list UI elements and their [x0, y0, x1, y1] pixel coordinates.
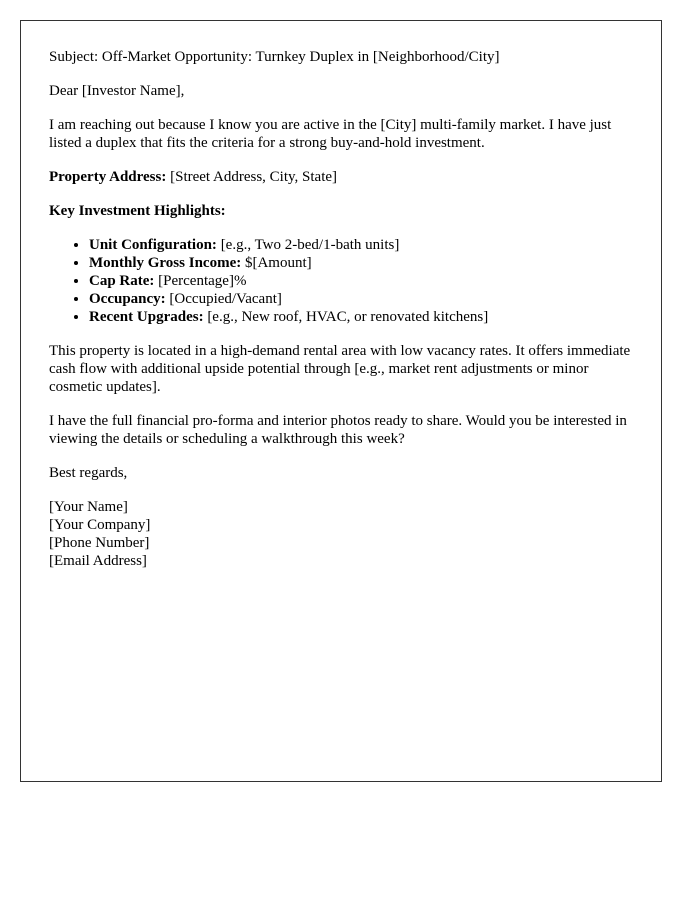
- highlight-label: Cap Rate:: [89, 273, 155, 289]
- intro-paragraph: I am reaching out because I know you are active in the [City] multi-family market. I have just listed a duplex that fits the criteria for a strong buy-and-hold investment.: [49, 117, 612, 151]
- highlight-label: Unit Configuration:: [89, 237, 217, 253]
- signature-block: [49, 498, 633, 570]
- letter-frame: [20, 20, 662, 782]
- property-address-value: [Street Address, City, State]: [166, 169, 338, 185]
- highlight-label: Occupancy:: [89, 291, 166, 307]
- location-paragraph: This property is located in a high-demand rental area with low vacancy rates. It offers immediate cash flow with additional upside potential through [e.g., market rent adjustments or minor cosmetic updates].: [49, 343, 631, 395]
- list-item: [89, 272, 633, 290]
- signature-email: [Email Address]: [49, 553, 147, 569]
- signature-company: [Your Company]: [49, 517, 151, 533]
- list-item: [89, 254, 633, 272]
- list-item: [89, 236, 633, 254]
- highlight-label: Monthly Gross Income:: [89, 255, 242, 271]
- sign-off: Best regards,: [49, 465, 128, 481]
- list-item: [89, 290, 633, 308]
- highlights-heading: [49, 202, 633, 220]
- subject-line: Subject: Off-Market Opportunity: Turnkey Duplex in [Neighborhood/City]: [49, 49, 500, 65]
- signature-name: [Your Name]: [49, 499, 128, 515]
- property-address: [49, 168, 633, 186]
- list-item: [89, 308, 633, 326]
- highlight-value: [Occupied/Vacant]: [165, 291, 282, 307]
- signature-phone: [Phone Number]: [49, 535, 150, 551]
- highlight-value: [Percentage]%: [154, 273, 247, 289]
- property-address-label: Property Address:: [49, 169, 167, 185]
- highlights-heading-text: Key Investment Highlights:: [49, 203, 226, 219]
- highlight-value: [e.g., New roof, HVAC, or renovated kitchens]: [203, 309, 489, 325]
- highlight-value: $[Amount]: [241, 255, 312, 271]
- highlights-list: [49, 236, 633, 326]
- highlight-value: [e.g., Two 2-bed/1-bath units]: [216, 237, 400, 253]
- closing-paragraph: I have the full financial pro-forma and interior photos ready to share. Would you be interested in viewing the details or scheduling a walkthrough this week?: [49, 413, 627, 447]
- highlight-label: Recent Upgrades:: [89, 309, 204, 325]
- greeting: Dear [Investor Name],: [49, 83, 185, 99]
